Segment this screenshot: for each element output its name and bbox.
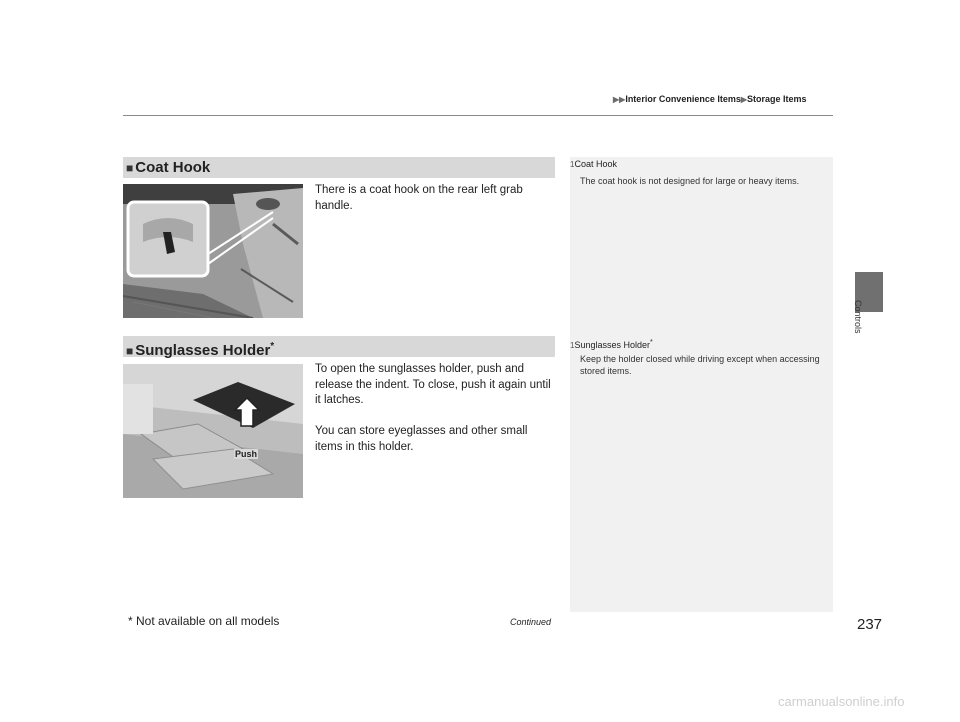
continued-label: Continued xyxy=(510,617,552,627)
coat-hook-note-text: The coat hook is not designed for large or heavy items. xyxy=(580,176,800,186)
coat-hook-title: Coat Hook xyxy=(135,159,211,176)
footnote-star: * xyxy=(650,339,653,346)
breadcrumb xyxy=(613,94,807,104)
sunglasses-heading xyxy=(123,336,555,357)
sunglasses-note-heading xyxy=(570,339,653,350)
sunglasses-note-title: Sunglasses Holder xyxy=(574,340,650,350)
coat-hook-note-title: Coat Hook xyxy=(574,159,617,169)
note-ref-icon: 1 xyxy=(570,160,575,169)
page-number: 237 xyxy=(857,616,883,633)
coat-hook-heading xyxy=(123,157,555,178)
coat-hook-image xyxy=(123,184,303,318)
sunglasses-holder-image xyxy=(123,364,303,498)
sunglasses-title: Sunglasses Holder xyxy=(135,342,271,359)
square-bullet-icon: ■ xyxy=(126,344,134,358)
coat-hook-note-heading xyxy=(570,159,617,169)
coat-hook-text: There is a coat hook on the rear left grab handle. xyxy=(315,184,523,212)
push-label: Push xyxy=(235,449,258,459)
sunglasses-text-2: You can store eyeglasses and other small items in this holder. xyxy=(315,425,528,453)
notes-panel xyxy=(570,157,833,612)
breadcrumb-item-interior: Interior Convenience Items xyxy=(625,94,741,104)
arrow-icon: ▶ xyxy=(740,95,748,104)
double-arrow-icon: ▶▶ xyxy=(613,95,626,104)
square-bullet-icon: ■ xyxy=(126,161,134,175)
footnote-star: * xyxy=(270,341,275,352)
header-rule xyxy=(123,115,833,116)
section-tab-label: Controls xyxy=(853,300,863,334)
sunglasses-text-1: To open the sunglasses holder, push and release the indent. To close, push it again until it latches. xyxy=(315,363,551,406)
note-ref-icon: 1 xyxy=(570,341,575,350)
sunglasses-note-text: Keep the holder closed while driving except when accessing stored items. xyxy=(580,354,820,376)
watermark: carmanualsonline.info xyxy=(778,694,905,709)
breadcrumb-item-storage: Storage Items xyxy=(747,94,807,104)
footnote: * Not available on all models xyxy=(128,614,280,628)
